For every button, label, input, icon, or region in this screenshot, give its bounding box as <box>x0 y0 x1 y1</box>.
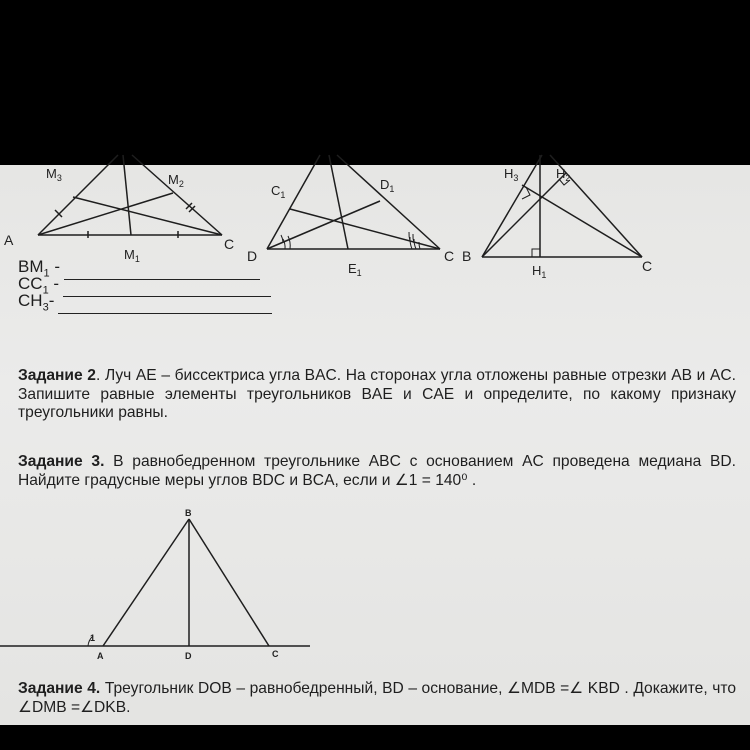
t2-label-d1: $D_1$ <box>380 177 395 194</box>
t2-label-c1: $C_1$ <box>271 183 286 200</box>
t3-label-b: B <box>462 248 472 264</box>
task-2-label: Задание 2 <box>18 367 96 384</box>
task-3-label: Задание 3. <box>18 453 105 470</box>
fig2-side-bc <box>189 519 269 646</box>
fig2-angle-1-label: 1 <box>90 633 96 643</box>
task-3-text: В равнобедренном треугольнике ABC с основанием AC проведена медиана BD. Найдите градусные меры углов BDC и BCA, если и ∠1 = 140⁰ . <box>18 453 736 489</box>
answer-label-cc1: $CC_1$ - <box>18 273 60 296</box>
answer-blank-cc1[interactable] <box>63 296 271 297</box>
task-2-text: . Луч AE – биссектриса угла BAC. На сторонах угла отложены равные отрезки AB и AC. Запишите равные элементы треугольников BAE и CAE и определите, по какому признаку треугольники равны. <box>18 367 737 421</box>
t1-label-m2: $M_2$ <box>168 172 184 189</box>
task-3 <box>18 453 736 490</box>
isosceles-triangle-figure <box>0 505 320 661</box>
t2-label-d: D <box>247 248 258 264</box>
t1-label-c: C <box>224 236 235 252</box>
t3-label-h2: $H_2$ <box>556 166 571 183</box>
worksheet-page <box>0 165 750 725</box>
t1-label-m1: $M_1$ <box>124 247 140 264</box>
t1-label-a: A <box>4 232 14 248</box>
t2-label-c: C <box>444 248 455 264</box>
t3-label-c: C <box>642 258 653 274</box>
answer-label-ch3: $CH_3-$ <box>18 290 55 313</box>
answer-blank-bm1[interactable] <box>64 279 260 280</box>
t2-side-db <box>267 155 320 249</box>
fig2-label-a: A <box>97 651 104 661</box>
t1-label-m3: $M_3$ <box>46 166 62 183</box>
answer-lines <box>18 256 272 316</box>
answer-row-cc1 <box>18 273 272 299</box>
task-4-text: Треугольник DOB – равнобедренный, BD – основание, ∠MDB =∠ KBD . Докажите, что ∠DMB =∠DKB. <box>18 680 737 716</box>
task-4 <box>18 680 736 717</box>
task-4-label: Задание 4. <box>18 680 101 697</box>
task-2 <box>18 367 736 423</box>
fig2-label-d: D <box>185 651 192 661</box>
answer-label-bm1: $BM_1$ - <box>18 256 61 279</box>
t3-label-h1: $H_1$ <box>532 263 547 280</box>
fig2-label-b: B <box>185 508 192 518</box>
t2-label-e1: $E_1$ <box>348 261 362 278</box>
answer-row-ch3 <box>18 290 272 316</box>
t1-median-bm1 <box>123 155 131 235</box>
fig2-side-ab <box>103 519 189 646</box>
t3-label-h3: $H_3$ <box>504 166 519 183</box>
answer-blank-ch3[interactable] <box>58 313 272 314</box>
t2-bisector-b <box>329 155 348 249</box>
fig2-label-c: C <box>272 649 279 659</box>
